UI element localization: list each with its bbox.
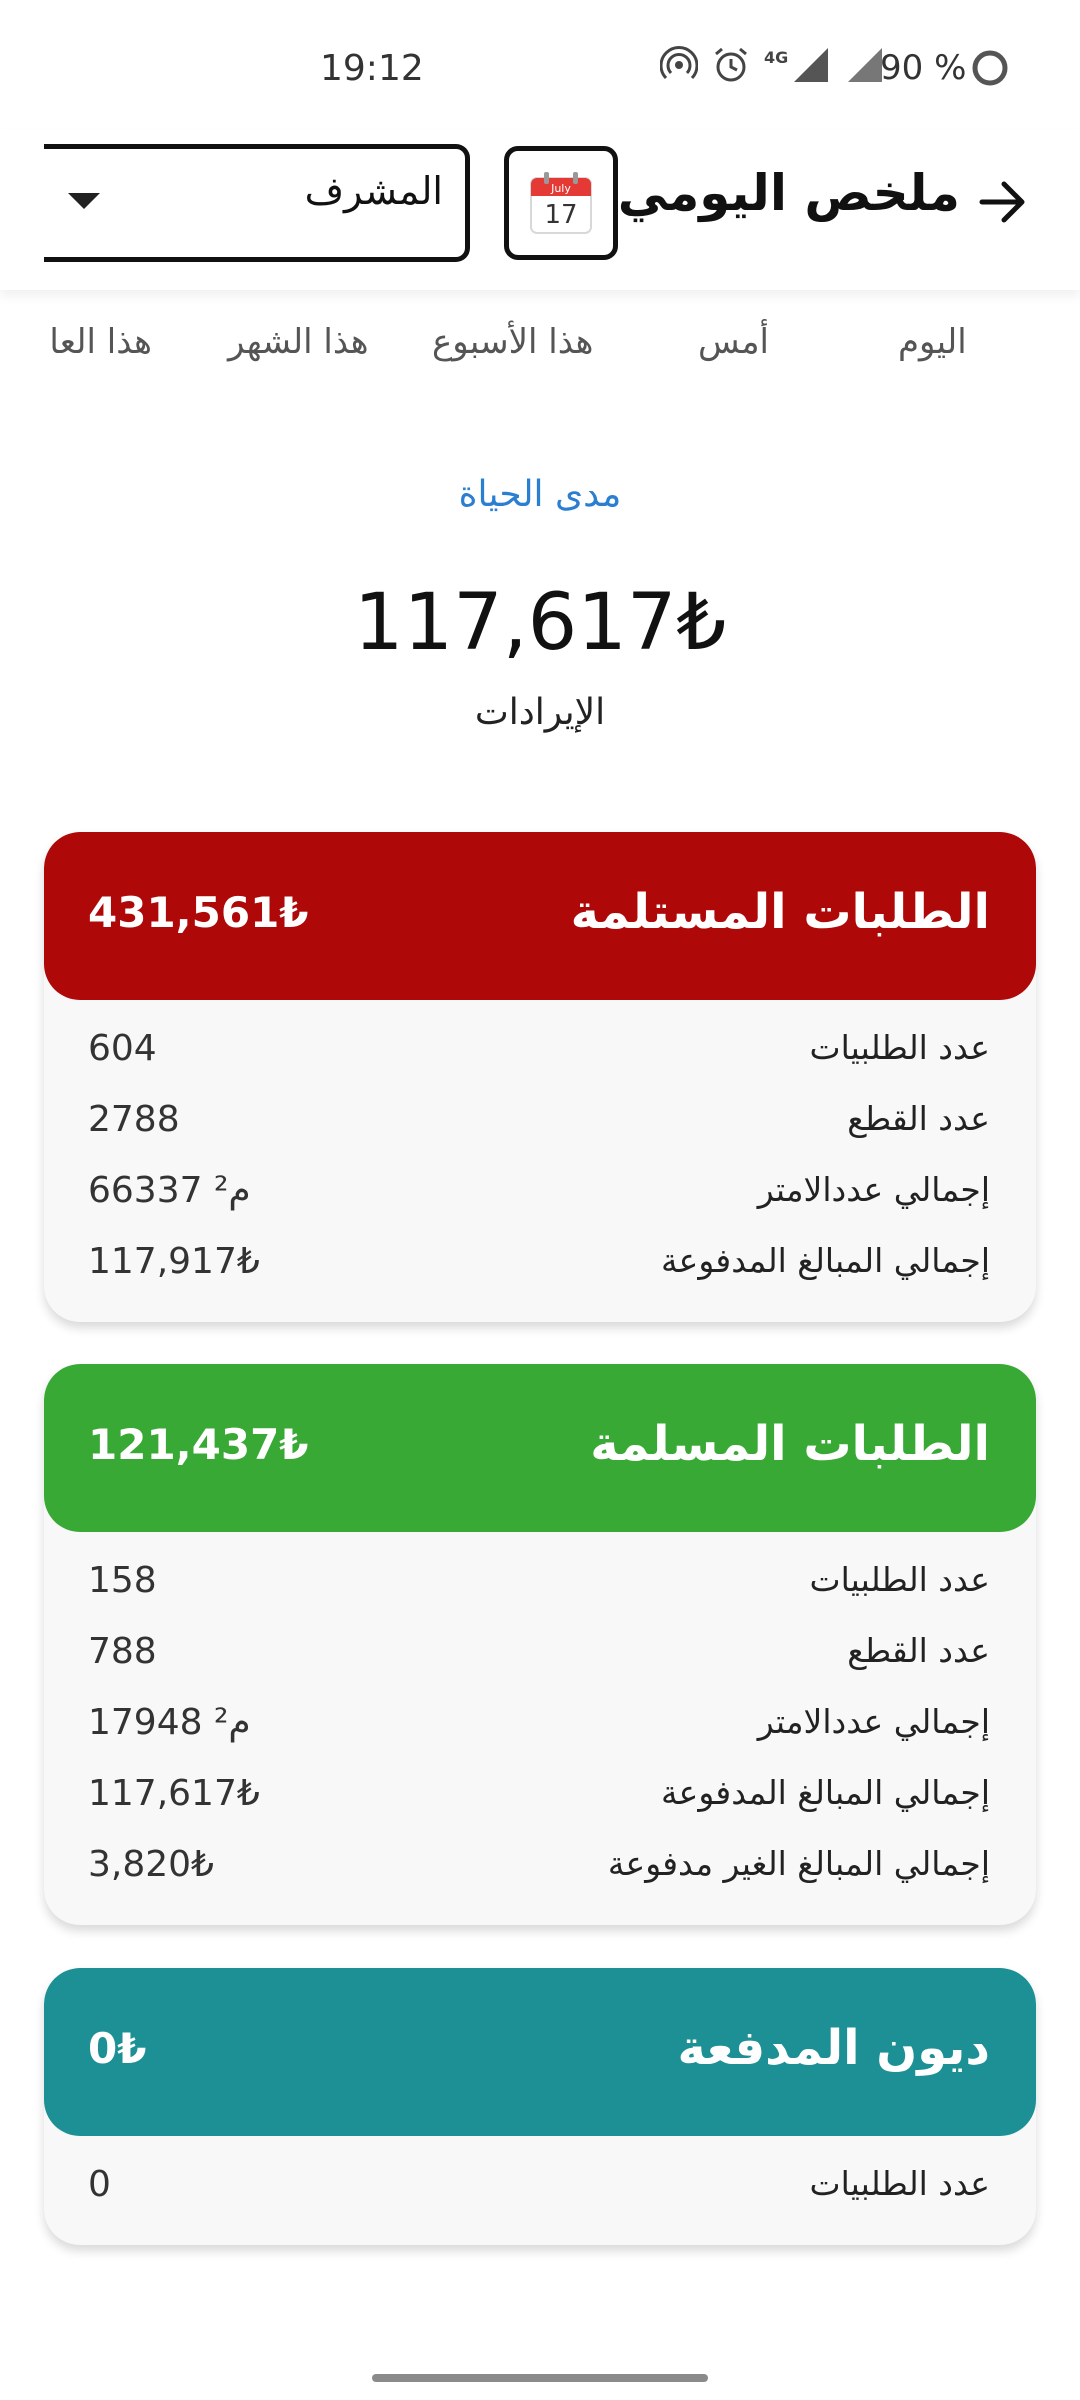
hotspot-icon [660,46,698,88]
revenue-label: الإيرادات [474,692,606,733]
battery-percentage: 90 % [880,48,967,88]
row-value: 604 [88,1028,157,1069]
calendar-month: July [551,182,571,195]
tab-this-week[interactable]: هذا الأسبوع [432,322,594,362]
tab-today[interactable]: اليوم [898,322,967,362]
period-lifetime-link[interactable]: مدى الحياة [458,474,622,515]
table-row [44,1763,1036,1834]
table-row [44,1160,1036,1231]
row-label: عدد القطع [847,1631,990,1670]
app-header [0,130,1080,290]
card-title: الطلبات المسلمة [590,1416,990,1472]
table-row [44,1018,1036,1089]
row-value: 158 [88,1560,157,1601]
supervisor-dropdown[interactable] [44,144,470,262]
table-row [44,2154,1036,2225]
chevron-down-icon [68,193,100,209]
row-label: إجمالي المبالغ المدفوعة [660,1241,990,1280]
card-rows [44,1000,1036,1322]
row-label: عدد الطلبيات [809,1560,990,1599]
tab-yesterday[interactable]: أمس [698,322,770,362]
card-rows [44,2136,1036,2245]
row-value: 117,617₺ [88,1773,260,1814]
row-value: 0 [88,2164,111,2205]
debts-header [44,1968,1036,2136]
row-label: عدد الطلبيات [809,2164,990,2203]
row-value: 2788 [88,1099,180,1140]
row-value: 66337 م² [88,1170,251,1211]
calendar-button[interactable] [504,146,618,260]
row-label: إجمالي المبالغ المدفوعة [660,1773,990,1812]
tab-this-month[interactable]: هذا الشهر [228,322,369,362]
tab-this-year[interactable]: هذا العا [49,322,152,362]
card-total: 431,561₺ [88,888,309,937]
gesture-nav-handle[interactable] [372,2374,708,2382]
row-value: 3,820₺ [88,1844,214,1885]
supervisor-selected-value: المشرف [304,169,443,213]
calendar-icon [528,170,594,236]
table-row [44,1231,1036,1302]
signal-icon [792,46,832,88]
battery-icon [970,48,1008,86]
back-arrow-icon[interactable] [972,172,1032,232]
card-title: ديون المدفعة [677,2020,990,2076]
row-value: 788 [88,1631,157,1672]
card-title: الطلبات المستلمة [570,884,990,940]
row-label: إجمالي عددالامتر [757,1702,990,1741]
revenue-amount: 117,617₺ [353,578,727,668]
delivered-orders-card[interactable] [44,1364,1036,1925]
row-value: 117,917₺ [88,1241,260,1282]
received-orders-card[interactable] [44,832,1036,1322]
row-label: عدد الطلبيات [809,1028,990,1067]
table-row [44,1692,1036,1763]
row-label: إجمالي عددالامتر [757,1170,990,1209]
page-title: ملخص اليومي [617,164,960,222]
row-value: 17948 م² [88,1702,251,1743]
card-total: 0₺ [88,2024,147,2073]
calendar-day: 17 [544,200,578,230]
table-row [44,1834,1036,1905]
network-type-label: 4G [764,47,789,67]
period-tabs [0,322,1080,392]
card-total: 121,437₺ [88,1420,309,1469]
status-time: 19:12 [320,48,424,89]
row-label: إجمالي المبالغ الغير مدفوعة [607,1844,990,1883]
delivered-orders-header [44,1364,1036,1532]
debts-card[interactable] [44,1968,1036,2245]
table-row [44,1621,1036,1692]
received-orders-header [44,832,1036,1000]
alarm-icon [712,46,750,88]
card-rows [44,1532,1036,1925]
table-row [44,1550,1036,1621]
status-icons [660,46,886,88]
status-bar [0,0,1080,130]
table-row [44,1089,1036,1160]
row-label: عدد القطع [847,1099,990,1138]
